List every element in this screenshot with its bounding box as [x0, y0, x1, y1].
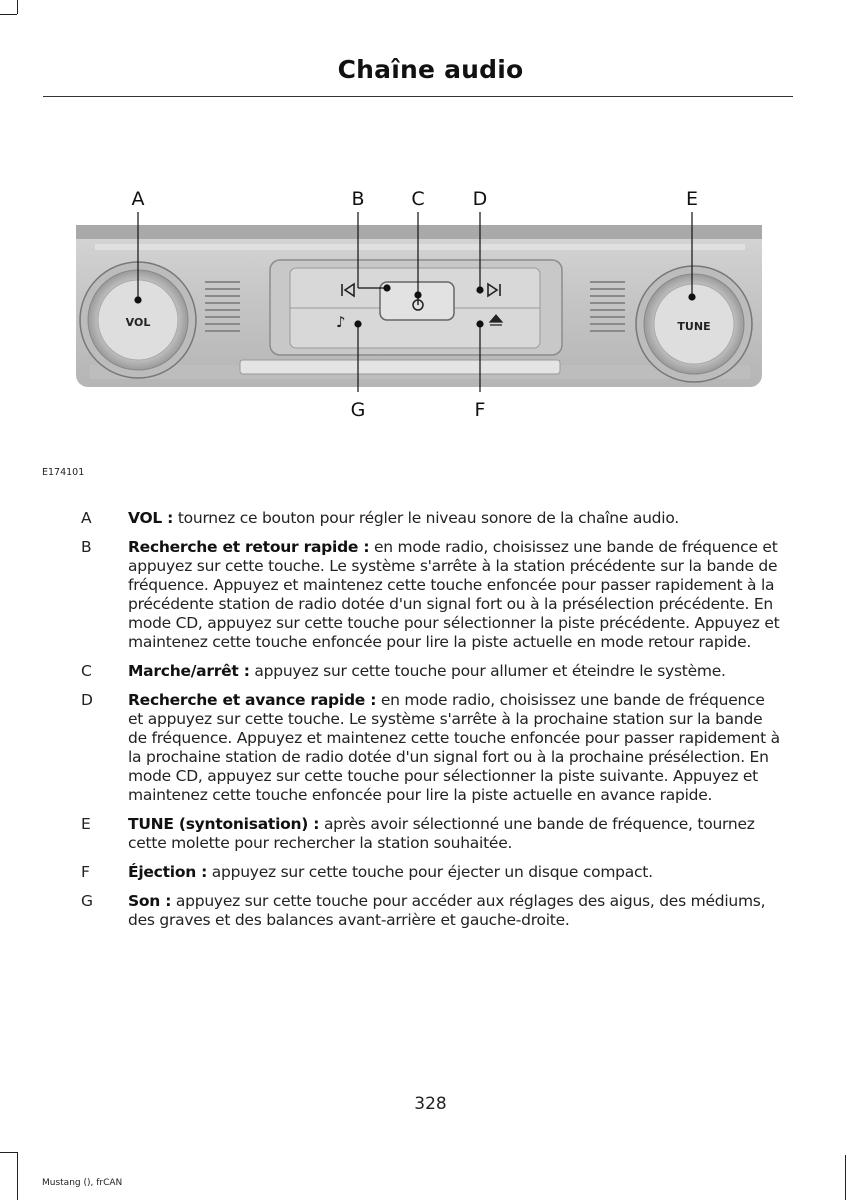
list-item	[0, 691, 861, 805]
list-item	[0, 662, 861, 681]
list-item	[0, 538, 861, 652]
crop-mark	[0, 1152, 17, 1153]
title-rule	[43, 96, 793, 97]
page-title: Chaîne audio	[337, 55, 524, 84]
tune-knob-label: TUNE	[677, 320, 711, 333]
callout-g: G	[350, 399, 366, 421]
page-number: 328	[414, 1094, 447, 1114]
crop-mark	[17, 0, 18, 14]
crop-mark	[845, 1155, 846, 1200]
item-term: TUNE (syntonisation) :	[128, 815, 320, 833]
item-text	[128, 538, 784, 652]
list-item	[0, 863, 861, 882]
item-letter: F	[81, 863, 90, 881]
callout-e: E	[685, 188, 699, 210]
item-term: Recherche et avance rapide :	[128, 691, 377, 709]
list-item	[0, 892, 861, 930]
callout-f: F	[474, 399, 486, 421]
item-term: Recherche et retour rapide :	[128, 538, 370, 556]
item-description: appuyez sur cette touche pour éjecter un disque compact.	[211, 863, 653, 881]
item-description: en mode radio, choisissez une bande de fréquence et appuyez sur cette touche. Le système s'arrête à la prochaine station sur la bande de fréquence. Appuyez et maintenez cette touche enfoncée pour passer rapidement à la prochaine station de radio dotée d'un signal fort ou à la prochaine présélection. En mode CD, appuyez sur cette touche pour sélectionner la piste suivante. Appuyez et maintenez cette touche enfoncée pour lire la piste actuelle en avance rapide.	[128, 691, 780, 804]
item-text	[128, 662, 784, 681]
item-text	[128, 509, 784, 528]
item-text	[128, 691, 784, 805]
crop-mark	[17, 1152, 18, 1200]
item-description: appuyez sur cette touche pour allumer et éteindre le système.	[254, 662, 726, 680]
item-letter: A	[81, 509, 92, 527]
item-text	[128, 863, 784, 882]
item-letter: C	[81, 662, 92, 680]
item-term: Marche/arrêt :	[128, 662, 250, 680]
crop-mark	[0, 14, 17, 15]
item-term: Éjection :	[128, 863, 208, 881]
item-description: appuyez sur cette touche pour accéder aux réglages des aigus, des médiums, des graves et des balances avant-arrière et gauche-droite.	[128, 892, 766, 929]
item-description: tournez ce bouton pour régler le niveau sonore de la chaîne audio.	[177, 509, 679, 527]
item-description: en mode radio, choisissez une bande de fréquence et appuyez sur cette touche. Le système s'arrête à la station précédente sur la bande de fréquence. Appuyez et maintenez cette touche enfoncée pour passer rapidement à la précédente station de radio dotée d'un signal fort ou à la présélection précédente. En mode CD, appuyez sur cette touche pour sélectionner la piste précédente. Appuyez et maintenez cette touche enfoncée pour lire la piste actuelle en mode retour rapide.	[128, 538, 780, 651]
list-item	[0, 815, 861, 853]
callout-d: D	[472, 188, 488, 210]
list-item	[0, 509, 861, 528]
footer-text: Mustang (), frCAN	[42, 1178, 123, 1188]
item-text	[128, 815, 784, 853]
figure-code: E174101	[42, 467, 85, 478]
item-term: Son :	[128, 892, 172, 910]
callout-a: A	[131, 188, 145, 210]
item-text	[128, 892, 784, 930]
item-letter: E	[81, 815, 91, 833]
audio-panel-figure	[0, 160, 861, 450]
music-note-icon: ♪	[336, 313, 346, 331]
vol-knob-label: VOL	[125, 316, 151, 329]
callout-c: C	[411, 188, 425, 210]
callout-description-list	[0, 509, 861, 940]
tune-knob[interactable]	[636, 266, 752, 382]
item-letter: B	[81, 538, 92, 556]
item-description: après avoir sélectionné une bande de fréquence, tournez cette molette pour rechercher la station souhaitée.	[128, 815, 755, 852]
power-button[interactable]	[380, 282, 454, 320]
item-term: VOL :	[128, 509, 174, 527]
callout-b: B	[351, 188, 365, 210]
sound-button[interactable]	[336, 313, 346, 331]
item-letter: G	[81, 892, 94, 910]
item-letter: D	[81, 691, 93, 709]
